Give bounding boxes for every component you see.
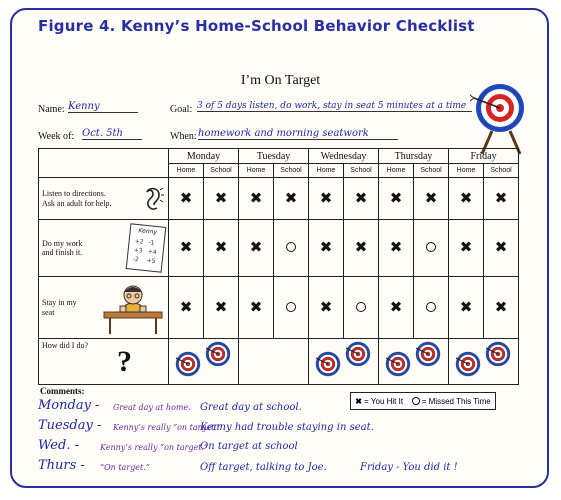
svg-text:+3: +3 xyxy=(133,246,143,255)
x-mark-icon: ✖ xyxy=(389,238,403,256)
target-icon xyxy=(175,351,201,377)
target-icon xyxy=(415,341,441,367)
comment-day-thurs: Thurs - xyxy=(38,458,85,473)
mark-cell xyxy=(309,178,344,220)
how-did-i-do-label: How did I do? xyxy=(42,341,88,350)
comment-home-monday: Great day at home. xyxy=(113,403,191,412)
x-mark-icon: ✖ xyxy=(494,297,508,316)
day-header-row xyxy=(39,149,519,164)
legend-box xyxy=(350,392,496,410)
circle-mark-icon xyxy=(426,302,436,312)
mark-cell xyxy=(274,178,309,220)
comment-home-thurs: “On target.” xyxy=(100,463,150,472)
mark-cell xyxy=(449,220,484,277)
week-label: Week of: xyxy=(38,131,75,142)
day-header-friday: Friday xyxy=(449,149,519,164)
behavior-row-seat xyxy=(39,277,519,339)
ear-icon xyxy=(142,186,164,212)
setting-header-home: Home xyxy=(309,164,344,178)
svg-text:-1: -1 xyxy=(148,239,155,247)
worksheet-name: Kenny xyxy=(138,227,158,237)
behavior-cell xyxy=(39,220,169,277)
circle-mark-icon xyxy=(286,302,296,312)
day-header-tuesday: Tuesday xyxy=(239,149,309,164)
comment-school-monday: Great day at school. xyxy=(200,402,302,413)
circle-mark-icon xyxy=(412,397,420,405)
comment-school-thurs: Off target, talking to Joe. xyxy=(200,462,327,473)
mark-cell xyxy=(274,277,309,339)
svg-text:+5: +5 xyxy=(146,256,156,265)
target-icon xyxy=(345,341,371,367)
x-mark-icon: ✖ xyxy=(214,297,228,316)
x-mark-icon: ✖ xyxy=(354,188,368,207)
mark-cell xyxy=(344,178,379,220)
target-icon xyxy=(315,351,341,377)
comment-home-tuesday: Kenny’s really “on target.” xyxy=(113,423,222,432)
behavior-cell xyxy=(39,178,169,220)
mark-cell xyxy=(239,220,274,277)
x-mark-icon: ✖ xyxy=(249,188,263,207)
x-mark-icon: ✖ xyxy=(179,297,193,316)
mark-cell xyxy=(169,220,204,277)
x-mark-icon: ✖ xyxy=(214,188,228,207)
targets-cell-friday xyxy=(449,339,519,385)
setting-header-school: School xyxy=(414,164,449,178)
mark-cell xyxy=(309,220,344,277)
how-did-i-do-cell xyxy=(39,339,169,385)
comment-day-wed: Wed. - xyxy=(38,438,79,453)
when-label: When: xyxy=(170,131,197,142)
mark-cell xyxy=(449,277,484,339)
corner-cell xyxy=(39,149,169,178)
goal-value: 3 of 5 days listen, do work, stay in seat 5 minutes at a time xyxy=(197,101,472,112)
legend-hit xyxy=(355,397,403,406)
comment-home-wed: Kenny’s really “on target.” xyxy=(100,443,209,452)
targets-cell-thursday xyxy=(379,339,449,385)
worksheet-problems-icon xyxy=(129,234,162,265)
goal-label: Goal: xyxy=(170,104,193,115)
circle-mark-icon xyxy=(356,302,366,312)
svg-text:-2: -2 xyxy=(132,255,140,264)
mark-cell xyxy=(449,178,484,220)
x-mark-icon: ✖ xyxy=(389,297,403,316)
mark-cell xyxy=(379,220,414,277)
x-mark-icon: ✖ xyxy=(424,188,438,207)
target-icon xyxy=(455,351,481,377)
question-mark-icon: ? xyxy=(117,344,132,378)
x-mark-icon: ✖ xyxy=(284,188,298,207)
comment-school-wed: On target at school xyxy=(200,441,298,452)
x-mark-icon: ✖ xyxy=(354,238,368,256)
legend-hit-label: = You Hit It xyxy=(364,396,404,406)
setting-header-home: Home xyxy=(449,164,484,178)
mark-cell xyxy=(204,277,239,339)
worksheet-icon xyxy=(126,223,167,273)
setting-header-home: Home xyxy=(379,164,414,178)
svg-text:+4: +4 xyxy=(147,248,157,256)
mark-cell xyxy=(414,178,449,220)
setting-header-school: School xyxy=(484,164,519,178)
mark-cell xyxy=(344,277,379,339)
mark-cell xyxy=(344,220,379,277)
setting-header-home: Home xyxy=(239,164,274,178)
x-mark-icon: ✖ xyxy=(389,188,403,207)
comments-heading: Comments: xyxy=(40,386,85,396)
name-value: Kenny xyxy=(68,101,138,113)
mark-cell xyxy=(414,220,449,277)
when-value: homework and morning seatwork xyxy=(198,128,398,140)
mark-cell xyxy=(169,178,204,220)
mark-cell xyxy=(379,277,414,339)
day-header-wednesday: Wednesday xyxy=(309,149,379,164)
day-header-thursday: Thursday xyxy=(379,149,449,164)
target-icon xyxy=(385,351,411,377)
behavior-label: Do my work and finish it. xyxy=(42,238,83,257)
x-mark-icon: ✖ xyxy=(179,188,193,207)
legend-miss xyxy=(412,397,491,406)
mark-cell xyxy=(204,178,239,220)
boy-at-desk-icon xyxy=(102,282,164,334)
x-mark-icon: ✖ xyxy=(355,396,362,406)
circle-mark-icon xyxy=(426,242,436,252)
targets-cell-tuesday xyxy=(239,339,309,385)
mark-cell xyxy=(484,220,519,277)
x-mark-icon: ✖ xyxy=(249,297,263,316)
x-mark-icon: ✖ xyxy=(459,188,473,207)
comment-day-tuesday: Tuesday - xyxy=(38,418,102,433)
behavior-label: Stay in my seat xyxy=(42,298,77,317)
mark-cell xyxy=(239,178,274,220)
day-header-monday: Monday xyxy=(169,149,239,164)
x-mark-icon: ✖ xyxy=(214,238,228,256)
setting-header-school: School xyxy=(204,164,239,178)
figure-title: Figure 4. Kenny’s Home-School Behavior Checklist xyxy=(38,17,475,35)
x-mark-icon: ✖ xyxy=(319,238,333,256)
sheet-title: I’m On Target xyxy=(240,73,321,88)
target-icon xyxy=(485,341,511,367)
week-value: Oct. 5th xyxy=(82,128,142,140)
x-mark-icon: ✖ xyxy=(249,238,263,256)
mark-cell xyxy=(239,277,274,339)
behavior-row-listen xyxy=(39,178,519,220)
setting-header-home: Home xyxy=(169,164,204,178)
mark-cell xyxy=(379,178,414,220)
target-icon xyxy=(205,341,231,367)
comment-day-monday: Monday - xyxy=(38,398,100,413)
mark-cell xyxy=(414,277,449,339)
behavior-label: Listen to directions. Ask an adult for help. xyxy=(42,189,112,208)
svg-text:+2: +2 xyxy=(134,237,144,246)
mark-cell xyxy=(484,277,519,339)
how-did-i-do-row xyxy=(39,339,519,385)
x-mark-icon: ✖ xyxy=(319,188,333,207)
behavior-row-work xyxy=(39,220,519,277)
x-mark-icon: ✖ xyxy=(319,297,333,316)
x-mark-icon: ✖ xyxy=(459,238,473,256)
comment-school-tuesday: Kenny had trouble staying in seat. xyxy=(200,422,374,433)
mark-cell xyxy=(204,220,239,277)
mark-cell xyxy=(309,277,344,339)
mark-cell xyxy=(274,220,309,277)
x-mark-icon: ✖ xyxy=(179,238,193,256)
legend-miss-label: = Missed This Time xyxy=(421,396,491,406)
behavior-checklist-table xyxy=(38,148,519,385)
mark-cell xyxy=(484,178,519,220)
behavior-cell xyxy=(39,277,169,339)
name-label: Name: xyxy=(38,104,65,115)
comment-friday: Friday - You did it ! xyxy=(360,462,458,473)
targets-cell-monday xyxy=(169,339,239,385)
setting-header-school: School xyxy=(344,164,379,178)
x-mark-icon: ✖ xyxy=(459,297,473,316)
setting-header-school: School xyxy=(274,164,309,178)
targets-cell-wednesday xyxy=(309,339,379,385)
mark-cell xyxy=(169,277,204,339)
x-mark-icon: ✖ xyxy=(494,188,508,207)
circle-mark-icon xyxy=(286,242,296,252)
x-mark-icon: ✖ xyxy=(494,238,508,256)
